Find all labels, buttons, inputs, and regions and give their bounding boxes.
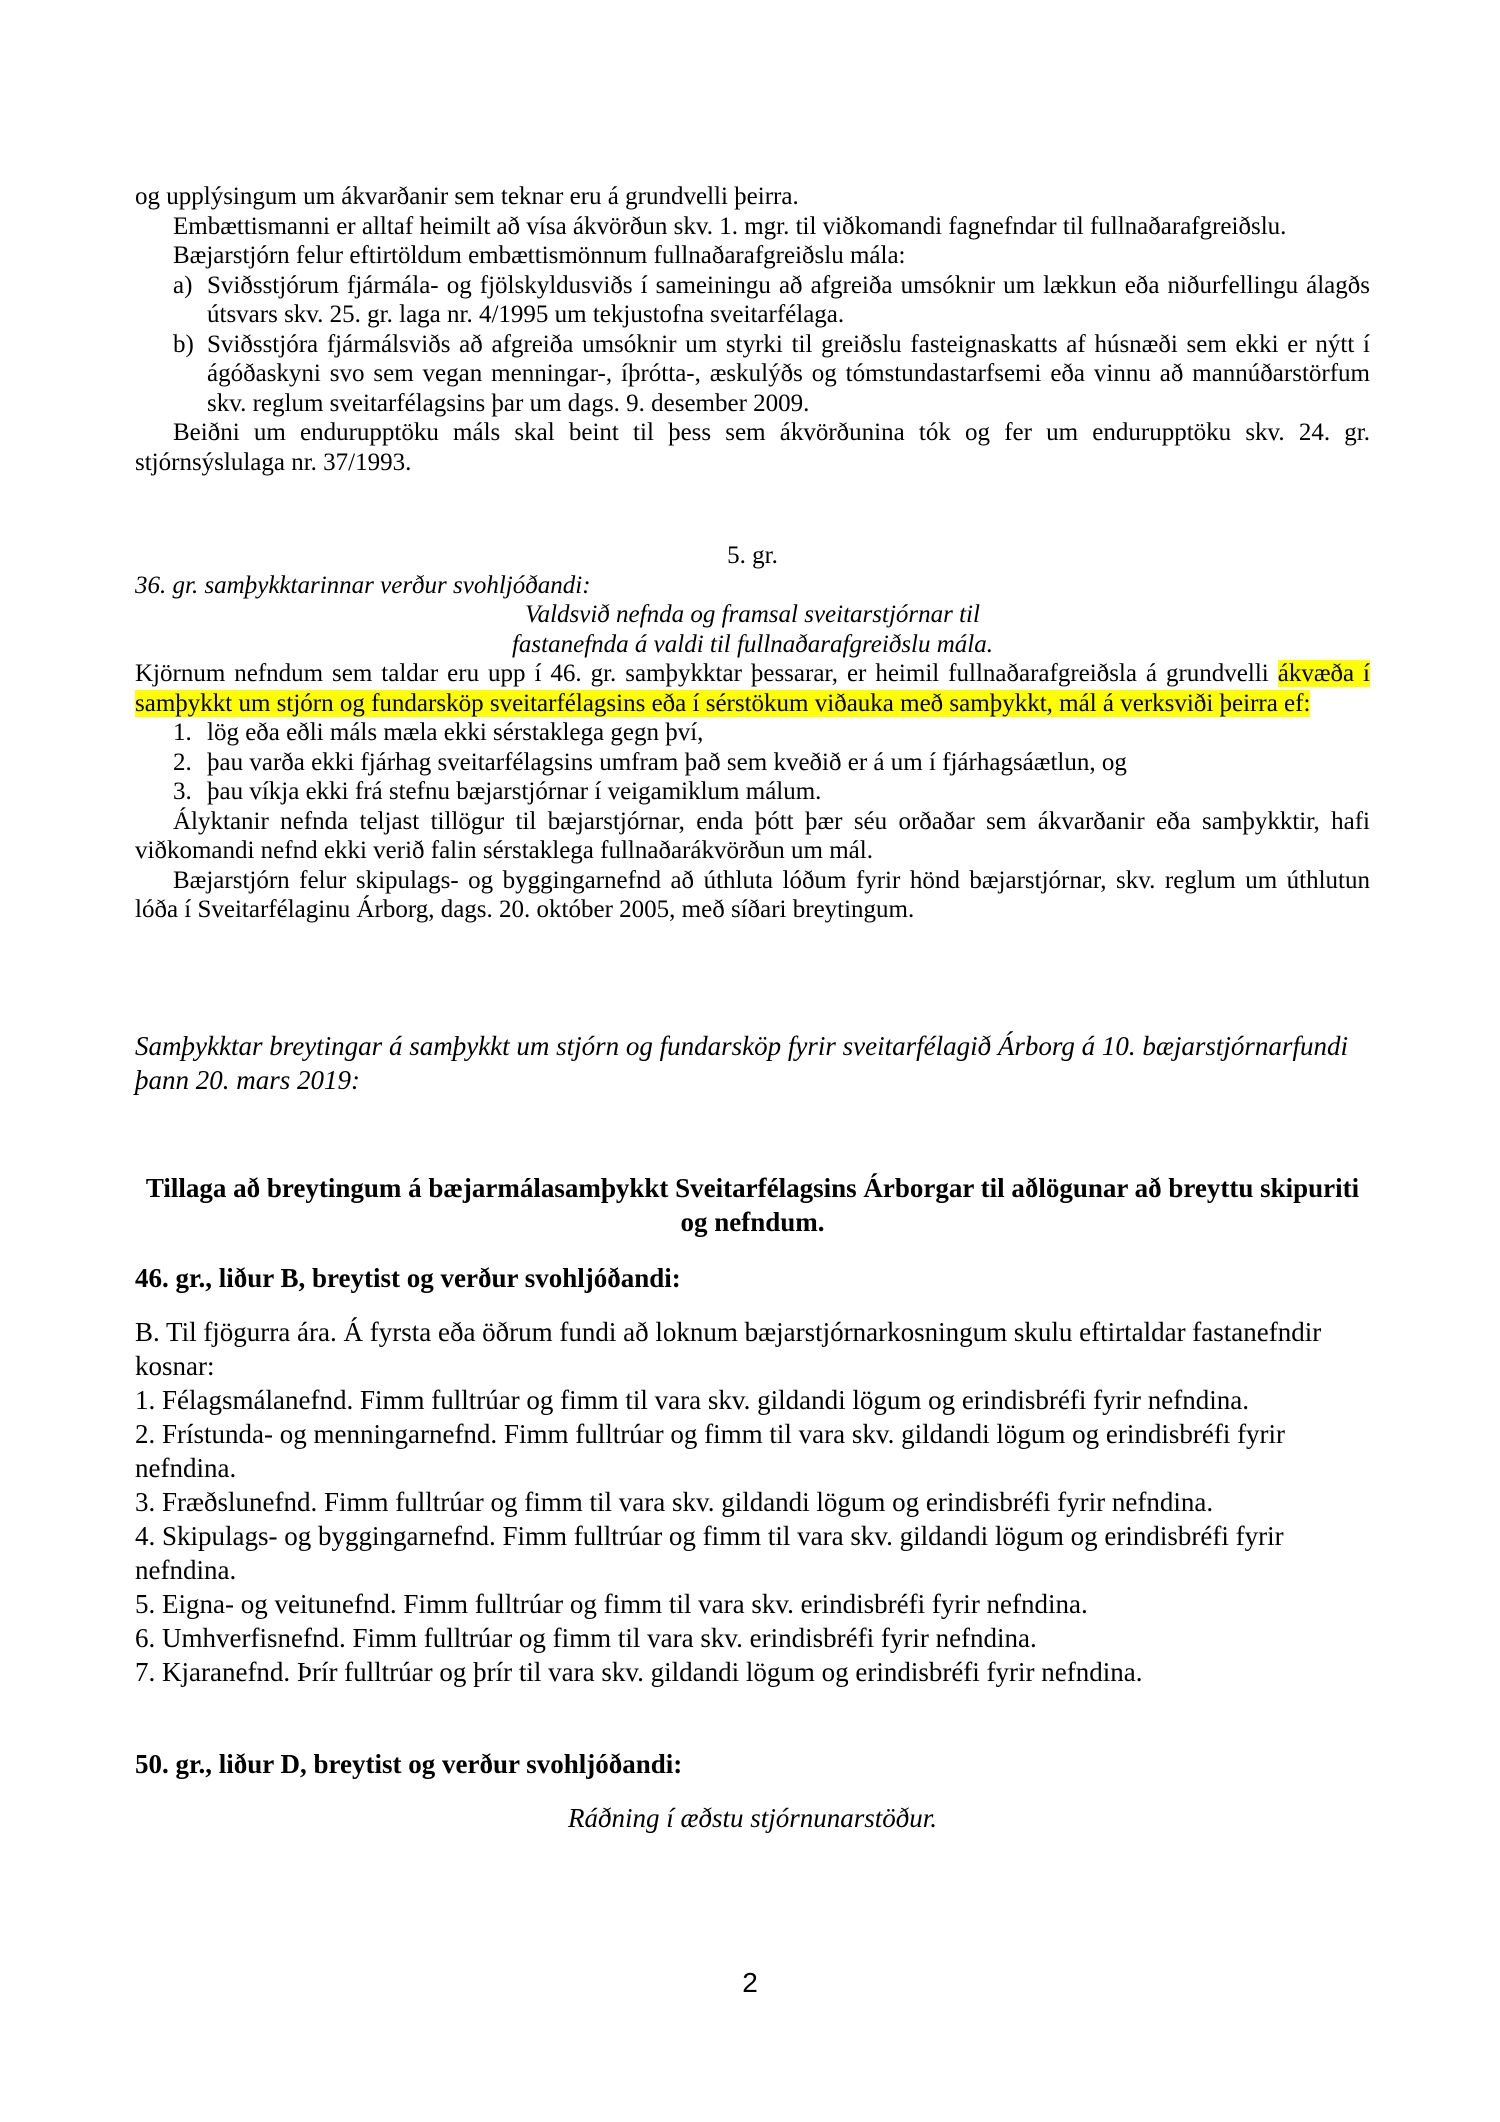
committee-item-4: 4. Skipulags- og byggingarnefnd. Fimm fulltrúar og fimm til vara skv. gildandi lögum og erindisbréfi fyrir nefndina. bbox=[135, 1520, 1284, 1585]
paragraph-delegation-rule bbox=[135, 659, 1370, 718]
paragraph-continuation: og upplýsingum um ákvarðanir sem teknar eru á grundvelli þeirra. bbox=[135, 183, 799, 210]
committee-item-5: 5. Eigna- og veitunefnd. Fimm fulltrúar og fimm til vara skv. erindisbréfi fyrir nefndina. bbox=[135, 1588, 1088, 1619]
article-46-intro: B. Til fjögurra ára. Á fyrsta eða öðrum fundi að loknum bæjarstjórnarkosningum skulu eftirtaldar fastanefndir kosnar: bbox=[135, 1316, 1322, 1381]
list-item-b-text: Sviðsstjóra fjármálsviðs að afgreiða umsóknir um styrki til greiðslu fasteignaskatts af húsnæði sem ekki er nýtt í ágóðaskyni svo sem vegan menningar-, íþrótta-, æskulýðs og tómstundastarfsemi eða vinnu að mannúðarstörfum skv. reglum sveitarfélagsins þar um dags. 9. desember 2009. bbox=[207, 330, 1370, 417]
condition-item-2-text: þau varða ekki fjárhag sveitarfélagsins umfram það sem kveðið er á um í fjárhagsáætlun, og bbox=[207, 748, 1127, 776]
paragraph-embaettismanni: Embættismanni er alltaf heimilt að vísa ákvörðun skv. 1. mgr. til viðkomandi fagnefndar til fullnaðarafgreiðslu. bbox=[173, 212, 1287, 240]
condition-item-1-marker: 1. bbox=[173, 719, 192, 746]
list-item-b bbox=[135, 330, 1370, 419]
page-number: 2 bbox=[742, 1967, 758, 1998]
section-5-center-italic-1: Valdsvið nefnda og framsal sveitarstjórnar til bbox=[525, 601, 980, 628]
committee-item-2: 2. Frístunda- og menningarnefnd. Fimm fulltrúar og fimm til vara skv. gildandi lögum og erindisbréfi fyrir nefndina. bbox=[135, 1418, 1286, 1483]
paragraph-beidni: Beiðni um endurupptöku máls skal beint til þess sem ákvörðunina tók og fer um endurupptöku skv. 24. gr. stjórnsýslulaga nr. 37/1993. bbox=[135, 419, 1370, 476]
paragraph-baejarstjorn-felur: Bæjarstjórn felur eftirtöldum embættismönnum fullnaðarafgreiðslu mála: bbox=[173, 242, 906, 269]
section-amendment bbox=[135, 1029, 1370, 1835]
amendment-title: Tillaga að breytingum á bæjarmálasamþykkt Sveitarfélagsins Árborgar til aðlögunar að breyttu skipuriti og nefndum. bbox=[145, 1172, 1360, 1237]
article-50-heading: 50. gr., liður D, breytist og verður svohljóðandi: bbox=[135, 1748, 683, 1779]
list-item-b-marker: b) bbox=[173, 330, 194, 358]
committee-list bbox=[135, 1383, 1370, 1689]
article-46-heading: 46. gr., liður B, breytist og verður svohljóðandi: bbox=[135, 1262, 681, 1293]
paragraph-delegation-pre: Kjörnum nefndum sem taldar eru upp í 46. gr. samþykktar þessarar, er heimil fullnaðarafgreiðsla á grundvelli bbox=[135, 660, 1278, 687]
section-5-heading: 5. gr. bbox=[727, 542, 778, 569]
condition-item-2-marker: 2. bbox=[173, 748, 192, 776]
document-content bbox=[135, 182, 1370, 1835]
committee-item-7: 7. Kjaranefnd. Þrír fulltrúar og þrír til vara skv. gildandi lögum og erindisbréfi fyrir nefndina. bbox=[135, 1656, 1143, 1687]
condition-item-3-marker: 3. bbox=[173, 778, 192, 805]
condition-item-3 bbox=[135, 777, 1370, 807]
section-delegations bbox=[135, 182, 1370, 477]
list-item-a-text: Sviðsstjórum fjármála- og fjölskyldusviðs í sameiningu að afgreiða umsóknir um lækkun eða niðurfellingu álagðs útsvars skv. 25. gr. laga nr. 4/1995 um tekjustofna sveitarfélaga. bbox=[207, 271, 1370, 328]
condition-item-2 bbox=[135, 748, 1370, 778]
article-50-subtitle: Ráðning í æðstu stjórnunarstöður. bbox=[567, 1802, 938, 1833]
committee-item-6: 6. Umhverfisnefnd. Fimm fulltrúar og fimm til vara skv. erindisbréfi fyrir nefndina. bbox=[135, 1622, 1037, 1653]
list-item-a bbox=[135, 271, 1370, 330]
list-item-a-marker: a) bbox=[173, 271, 193, 299]
section-5-intro-italic: 36. gr. samþykktarinnar verður svohljóðandi: bbox=[135, 571, 591, 599]
committee-item-3: 3. Fræðslunefnd. Fimm fulltrúar og fimm til vara skv. gildandi lögum og erindisbréfi fyrir nefndina. bbox=[135, 1486, 1214, 1517]
condition-item-3-text: þau víkja ekki frá stefnu bæjarstjórnar í veigamiklum málum. bbox=[207, 778, 822, 805]
paragraph-skipulags: Bæjarstjórn felur skipulags- og byggingarnefnd að úthluta lóðum fyrir hönd bæjarstjórnar, skv. reglum um úthlutun lóða í Sveitarfélaginu Árborg, dags. 20. október 2005, með síðari breytingum. bbox=[135, 866, 1370, 923]
paragraph-alyktanir: Ályktanir nefnda teljast tillögur til bæjarstjórnar, enda þótt þær séu orðaðar sem ákvarðanir eða samþykktir, hafi viðkomandi nefnd ekki verið falin sérstaklega fullnaðarákvörðun um mál. bbox=[135, 807, 1370, 864]
amendment-intro-italic: Samþykktar breytingar á samþykkt um stjórn og fundarsköp fyrir sveitarfélagið Árborg á 10. bæjarstjórnarfundi þann 20. mars 2019: bbox=[135, 1030, 1348, 1095]
section-5-center-italic-2: fastanefnda á valdi til fullnaðarafgreiðslu mála. bbox=[511, 630, 994, 658]
condition-item-1 bbox=[135, 718, 1370, 748]
committee-item-1: 1. Félagsmálanefnd. Fimm fulltrúar og fimm til vara skv. gildandi lögum og erindisbréfi fyrir nefndina. bbox=[135, 1384, 1250, 1415]
section-5-gr bbox=[135, 541, 1370, 925]
condition-item-1-text: lög eða eðli máls mæla ekki sérstaklega gegn því, bbox=[207, 719, 704, 746]
highlighted-text: ákvæða í samþykkt um stjórn og fundarsköp sveitarfélagsins eða í sérstökum viðauka með samþykkt, mál á verksviði þeirra ef: bbox=[135, 660, 1370, 717]
